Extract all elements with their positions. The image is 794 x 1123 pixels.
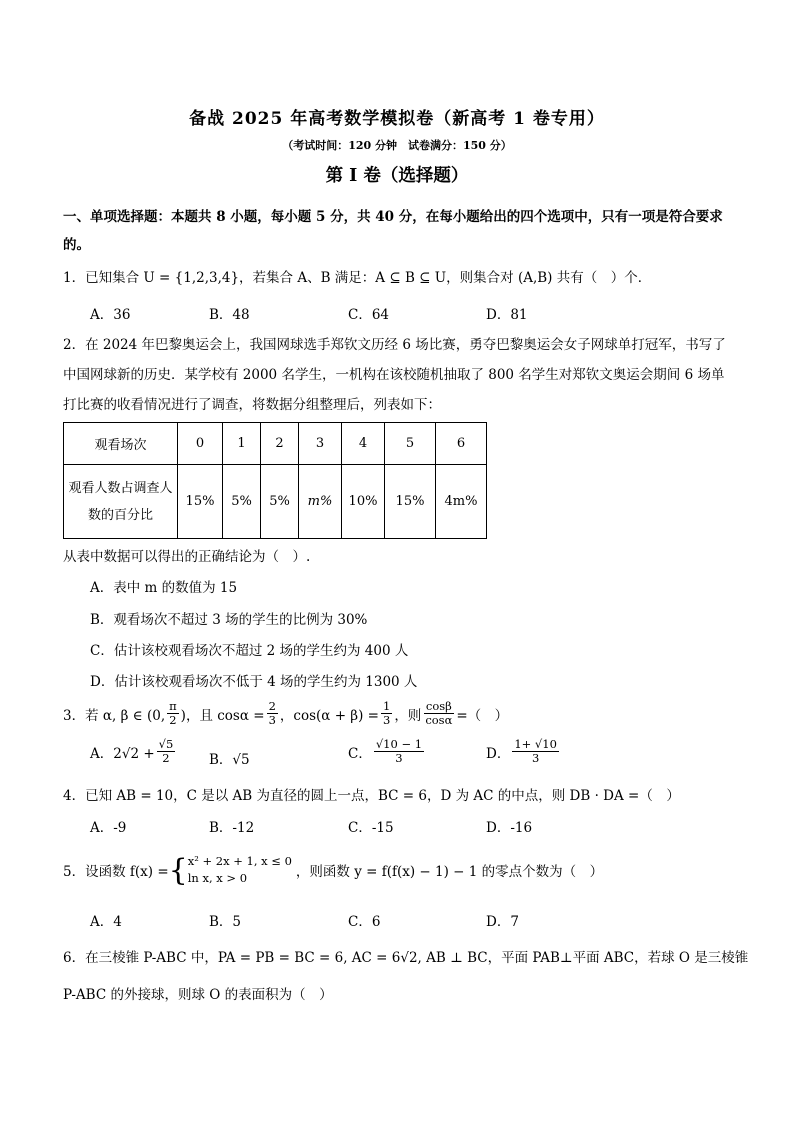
q3-d1: 3	[268, 713, 276, 727]
table-header-cell: 6	[436, 423, 487, 465]
table-row	[64, 465, 487, 539]
q5-option-d: D．7	[486, 914, 519, 930]
viewing-table	[63, 422, 487, 539]
q2-option-b: B．观看场次不超过 3 场的学生的比例为 30%	[90, 612, 368, 628]
left-brace-symbol: {	[168, 852, 188, 888]
table-cell: 15%	[178, 465, 223, 539]
q3-option-b: B．√5	[209, 752, 250, 768]
question-2-prompt: 从表中数据可以得出的正确结论为（ ）.	[63, 549, 311, 565]
q3-option-d-text: D．	[486, 745, 511, 762]
q5-case-1: x² + 2x + 1, x ≤ 0	[187, 854, 292, 868]
q3-n3: cosβ	[425, 699, 452, 713]
table-cell: 15%	[385, 465, 436, 539]
q3-option-d-fraction	[512, 738, 559, 765]
table-row-label: 观看人数占调查人数的百分比	[64, 465, 178, 539]
q3-option-d-den: 3	[531, 751, 540, 765]
q3-option-c-text: C．	[348, 745, 372, 762]
table-header-row	[64, 423, 487, 465]
q3-fraction-2	[381, 700, 392, 727]
q3-option-a-fraction	[157, 738, 176, 765]
q3-pi-fraction	[167, 700, 179, 727]
q3-two: 2	[169, 713, 177, 727]
table-cell: 4m%	[436, 465, 487, 539]
q1-option-b: B．48	[209, 307, 250, 323]
question-4-stem: 4．已知 AB = 10，C 是以 AB 为直径的圆上一点，BC = 6，D 为 AC 的中点，则 DB · DA =（ ）	[63, 788, 680, 804]
q3-pi: π	[169, 699, 177, 713]
q5-piecewise	[188, 853, 292, 887]
q4-option-c: C．-15	[348, 820, 394, 836]
table-header-cell: 3	[299, 423, 342, 465]
question-6-line-2: P-ABC 的外接球，则球 O 的表面积为（ ）	[63, 987, 333, 1003]
q3-fraction-1	[267, 700, 278, 727]
question-2-stem: 2．在 2024 年巴黎奥运会上，我国网球选手郑钦文历经 6 场比赛，勇夺巴黎奥运会女子网球单打冠军，书写了中国网球新的历史．某学校有 2000 名学生，一机构在该校随机抽取了 800 名学生对郑钦文奥运会期间 6 场单打比赛的收看情况进行了调查，将数据分组整理后，列表如下：	[63, 337, 726, 413]
q3-prefix: 3．若 α, β ∈ (0,	[63, 707, 166, 724]
question-6-line-1: 6．在三棱锥 P-ABC 中，PA = PB = BC = 6, AC = 6√2, AB ⊥ BC，平面 PAB⊥平面 ABC，若球 O 是三棱锥	[63, 950, 749, 966]
section-instructions: 一、单项选择题：本题共 8 小题，每小题 5 分，共 40 分，在每小题给出的四个选项中，只有一项是符合要求的。	[63, 209, 723, 253]
q1-option-a: A．36	[90, 307, 131, 323]
q3-end: =（ ）	[456, 707, 509, 724]
q4-option-d: D．-16	[486, 820, 533, 836]
table-header-cell: 观看场次	[64, 423, 178, 465]
q3-d2: 3	[382, 713, 391, 727]
question-1-stem: 1．已知集合 U = {1,2,3,4}，若集合 A、B 满足：A ⊆ B ⊆ U，则集合对 (A,B) 共有（ ）个．	[63, 270, 652, 286]
q3-mid3: ，则	[394, 707, 422, 724]
q3-n2: 1	[382, 699, 391, 713]
table-header-cell: 2	[261, 423, 299, 465]
table-header-cell: 1	[223, 423, 261, 465]
table-cell: m%	[299, 465, 342, 539]
q5-option-c: C．6	[348, 914, 381, 930]
q3-fraction-3	[423, 700, 454, 727]
q3-d3: cosα	[425, 713, 453, 727]
q5-option-a: A．4	[90, 914, 122, 930]
q3-option-c-den: 3	[395, 751, 403, 765]
table-header-cell: 0	[178, 423, 223, 465]
q5-option-b: B．5	[209, 914, 242, 930]
q3-option-a	[90, 738, 177, 765]
q3-n1: 2	[268, 699, 276, 713]
q5-case-2: ln x, x > 0	[187, 871, 248, 885]
q3-option-a-den: 2	[162, 751, 170, 765]
exam-info: （考试时间：120 分钟 试卷满分：150 分）	[282, 139, 512, 152]
q2-option-c: C．估计该校观看场次不超过 2 场的学生约为 400 人	[90, 643, 409, 659]
q2-option-d: D．估计该校观看场次不低于 4 场的学生约为 1300 人	[90, 674, 418, 690]
q3-option-a-num: √5	[158, 737, 174, 751]
table-header-cell: 5	[385, 423, 436, 465]
table-cell: 5%	[261, 465, 299, 539]
q3-option-d-num: 1+ √10	[514, 737, 557, 751]
q4-option-a: A．-9	[90, 820, 127, 836]
q1-option-d: D．81	[486, 307, 528, 323]
question-5-stem	[63, 849, 603, 891]
table-cell: 5%	[223, 465, 261, 539]
q3-option-c-num: √10 − 1	[375, 737, 423, 751]
q3-mid2: ，cos(α + β) =	[279, 707, 379, 724]
q3-mid: )，且 cosα =	[180, 707, 265, 724]
question-3-stem	[63, 700, 508, 727]
q2-option-a: A．表中 m 的数值为 15	[90, 580, 238, 596]
q3-option-c	[348, 738, 426, 765]
section-title: 第 I 卷（选择题）	[325, 166, 469, 186]
table-cell: 10%	[342, 465, 385, 539]
q1-option-c: C．64	[348, 307, 390, 323]
q5-prefix: 5．设函数 f(x) =	[63, 864, 169, 880]
q4-option-b: B．-12	[209, 820, 255, 836]
q3-option-c-fraction	[374, 738, 424, 765]
q3-option-a-text: A．2√2 +	[90, 745, 155, 762]
table-header-cell: 4	[342, 423, 385, 465]
q3-option-d	[486, 738, 561, 765]
page-title: 备战 2025 年高考数学模拟卷（新高考 1 卷专用）	[189, 109, 605, 129]
q5-suffix: ，则函数 y = f(f(x) − 1) − 1 的零点个数为（ ）	[295, 864, 604, 880]
